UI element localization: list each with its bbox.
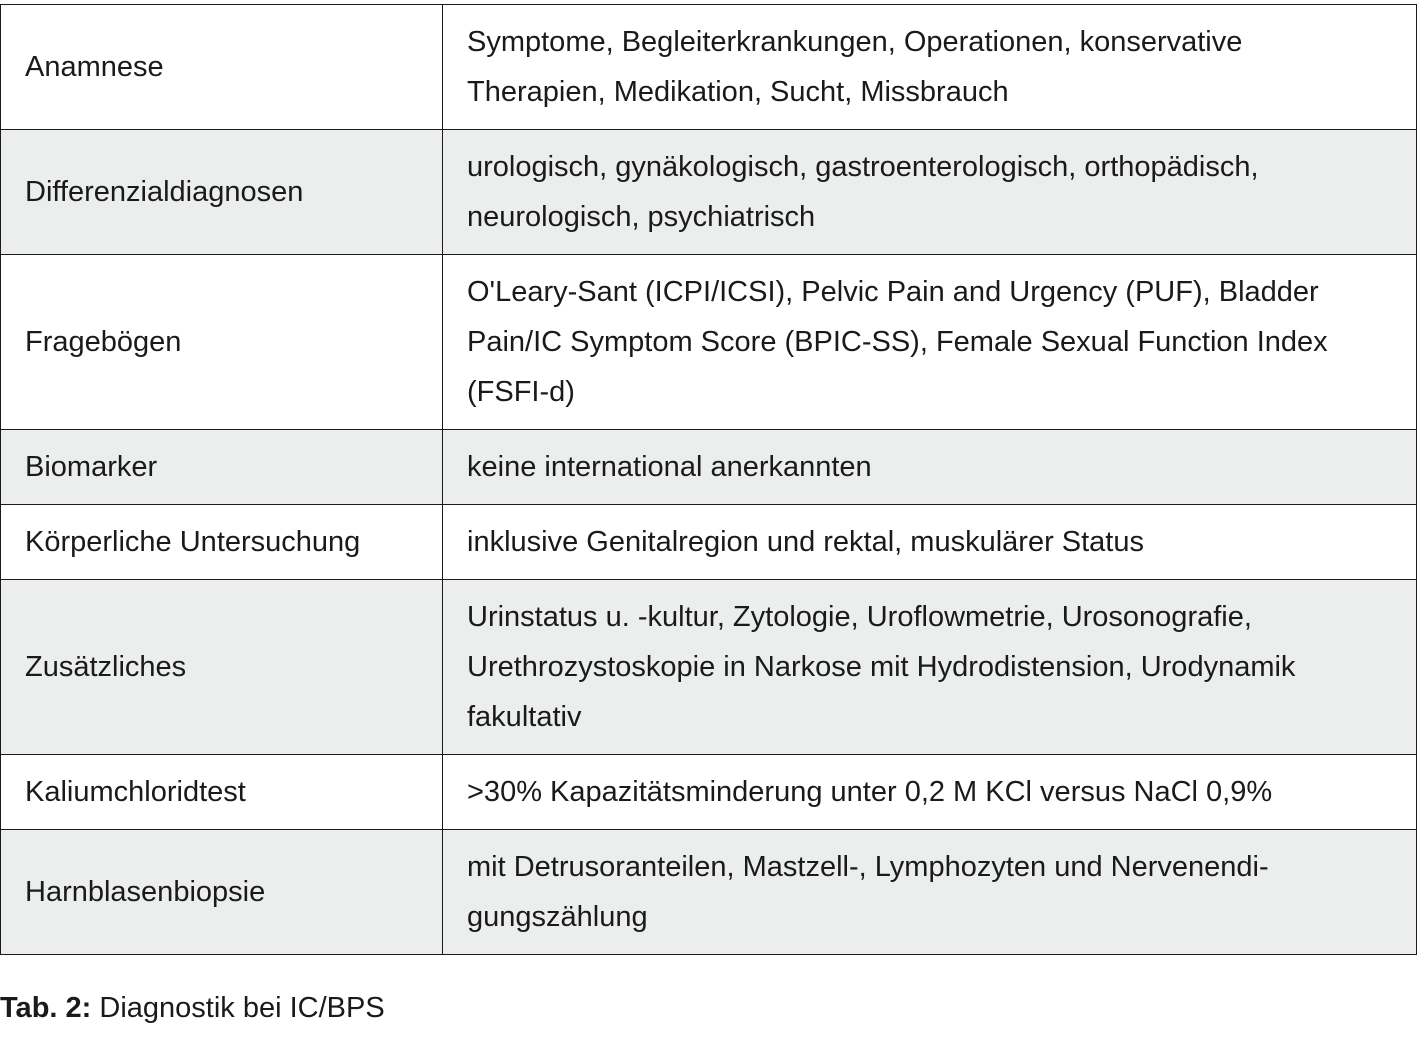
table-body: [1, 5, 1417, 955]
table-row: [1, 755, 1417, 830]
row-value: [443, 830, 1417, 955]
table-row: [1, 5, 1417, 130]
row-label: Harnblasenbiopsie: [1, 830, 443, 955]
value-line: O'Leary-Sant (ICPI/ICSI), Pelvic Pain and Urgency (PUF), Bladder: [467, 276, 1319, 308]
value-line: fakultativ: [467, 701, 582, 733]
diagnostics-table: [0, 4, 1417, 955]
row-label: Anamnese: [1, 5, 443, 130]
value-line: urologisch, gynäkologisch, gastroenterologisch, orthopädisch,: [467, 151, 1259, 183]
table-row: [1, 505, 1417, 580]
row-label: Biomarker: [1, 430, 443, 505]
row-label: Zusätzliches: [1, 580, 443, 755]
value-line: Urethrozystoskopie in Narkose mit Hydrodistension, Urodynamik: [467, 651, 1296, 683]
row-value: [443, 5, 1417, 130]
table-row: [1, 130, 1417, 255]
row-value: [443, 430, 1417, 505]
row-label: Fragebögen: [1, 255, 443, 430]
row-value: [443, 255, 1417, 430]
table-row: [1, 430, 1417, 505]
caption-text: Diagnostik bei IC/BPS: [91, 992, 385, 1024]
value-line: inklusive Genitalregion und rektal, muskulärer Status: [467, 526, 1144, 558]
row-label: Differenzialdiagnosen: [1, 130, 443, 255]
row-value: [443, 580, 1417, 755]
value-line: Urinstatus u. -kultur, Zytologie, Uroflowmetrie, Urosonografie,: [467, 601, 1252, 633]
value-line: Symptome, Begleiterkrankungen, Operationen, konservative: [467, 26, 1243, 58]
table-row: [1, 580, 1417, 755]
value-line: keine international anerkannten: [467, 451, 872, 483]
value-line: gungszählung: [467, 901, 648, 933]
row-label: Kaliumchloridtest: [1, 755, 443, 830]
value-line: (FSFI-d): [467, 376, 575, 408]
row-value: [443, 130, 1417, 255]
row-value: [443, 755, 1417, 830]
value-line: Therapien, Medikation, Sucht, Missbrauch: [467, 76, 1009, 108]
table-row: [1, 830, 1417, 955]
value-line: neurologisch, psychiatrisch: [467, 201, 816, 233]
value-line: mit Detrusoranteilen, Mastzell-, Lymphozyten und Nervenendi-: [467, 851, 1269, 883]
table-row: [1, 255, 1417, 430]
table-caption: [0, 986, 385, 1030]
caption-label: Tab. 2:: [0, 992, 92, 1024]
value-line: >30% Kapazitätsminderung unter 0,2 M KCl versus NaCl 0,9%: [467, 776, 1273, 808]
value-line: Pain/IC Symptom Score (BPIC-SS), Female Sexual Function Index: [467, 326, 1328, 358]
row-value: [443, 505, 1417, 580]
row-label: Körperliche Untersuchung: [1, 505, 443, 580]
